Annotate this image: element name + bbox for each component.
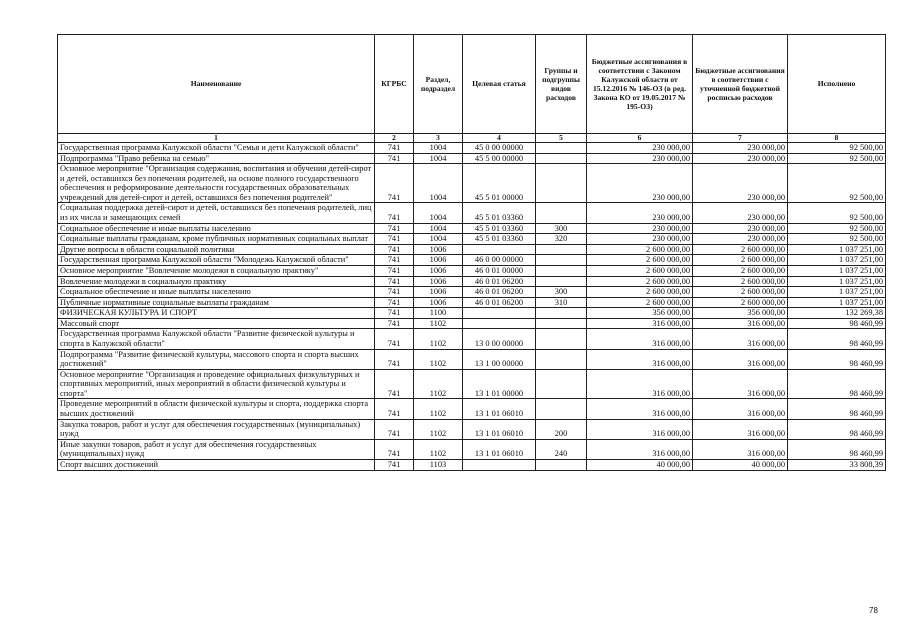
row-section: 1006 bbox=[414, 297, 463, 308]
row-budget-allocation: 356 000,00 bbox=[587, 308, 693, 319]
row-refined-allocation: 2 600 000,00 bbox=[693, 255, 788, 266]
row-name: Основное мероприятие "Вовлечение молодежи в социальную практику" bbox=[58, 265, 375, 276]
row-budget-allocation: 316 000,00 bbox=[587, 349, 693, 369]
row-section: 1102 bbox=[414, 439, 463, 459]
row-kgrbs: 741 bbox=[375, 308, 414, 319]
row-executed: 132 269,38 bbox=[788, 308, 886, 319]
row-expense-group: 240 bbox=[536, 439, 587, 459]
row-refined-allocation: 2 600 000,00 bbox=[693, 265, 788, 276]
row-kgrbs: 741 bbox=[375, 419, 414, 439]
table-row bbox=[58, 419, 886, 439]
row-name: Закупка товаров, работ и услуг для обеспечения государственных (муниципальных) нужд bbox=[58, 419, 375, 439]
column-number: 8 bbox=[788, 134, 886, 143]
row-name: Государственная программа Калужской области "Молодежь Калужской области" bbox=[58, 255, 375, 266]
table-row bbox=[58, 287, 886, 298]
row-refined-allocation: 230 000,00 bbox=[693, 223, 788, 234]
row-name: Основное мероприятие "Организация и проведение официальных физкультурных и спортивных мероприятий, иных мероприятий в области физической культуры и спорта" bbox=[58, 369, 375, 399]
row-target-article: 45 0 00 00000 bbox=[463, 143, 536, 154]
row-name: Другие вопросы в области социальной политики bbox=[58, 244, 375, 255]
header-budget: Бюджетные ассигнования в соответствии с Законом Калужской области от 15.12.2016 № 146-ОЗ (в ред. Закона КО от 19.05.2017 № 195-ОЗ) bbox=[587, 35, 693, 134]
row-kgrbs: 741 bbox=[375, 349, 414, 369]
row-kgrbs: 741 bbox=[375, 164, 414, 203]
table-row bbox=[58, 223, 886, 234]
table-row bbox=[58, 265, 886, 276]
row-target-article: 46 0 01 00000 bbox=[463, 265, 536, 276]
row-expense-group bbox=[536, 399, 587, 419]
row-name: Проведение мероприятий в области физической культуры и спорта, поддержка спорта высших достижений bbox=[58, 399, 375, 419]
row-refined-allocation: 316 000,00 bbox=[693, 439, 788, 459]
table-row bbox=[58, 439, 886, 459]
row-refined-allocation: 2 600 000,00 bbox=[693, 297, 788, 308]
row-expense-group bbox=[536, 459, 587, 470]
row-budget-allocation: 2 600 000,00 bbox=[587, 297, 693, 308]
row-executed: 33 808,39 bbox=[788, 459, 886, 470]
row-refined-allocation: 2 600 000,00 bbox=[693, 244, 788, 255]
row-expense-group bbox=[536, 153, 587, 164]
row-expense-group bbox=[536, 244, 587, 255]
row-kgrbs: 741 bbox=[375, 223, 414, 234]
row-budget-allocation: 40 000,00 bbox=[587, 459, 693, 470]
header-section: Раздел, подраздел bbox=[414, 35, 463, 134]
row-expense-group bbox=[536, 318, 587, 329]
header-row bbox=[58, 35, 886, 134]
table-row bbox=[58, 164, 886, 203]
row-refined-allocation: 230 000,00 bbox=[693, 143, 788, 154]
row-executed: 98 460,99 bbox=[788, 399, 886, 419]
row-executed: 1 037 251,00 bbox=[788, 255, 886, 266]
row-target-article: 13 1 01 06010 bbox=[463, 439, 536, 459]
row-target-article: 13 0 00 00000 bbox=[463, 329, 536, 349]
row-target-article: 45 5 01 03360 bbox=[463, 223, 536, 234]
column-number: 4 bbox=[463, 134, 536, 143]
row-expense-group bbox=[536, 349, 587, 369]
page-number: 78 bbox=[869, 606, 878, 615]
row-kgrbs: 741 bbox=[375, 276, 414, 287]
row-kgrbs: 741 bbox=[375, 234, 414, 245]
row-kgrbs: 741 bbox=[375, 143, 414, 154]
row-kgrbs: 741 bbox=[375, 329, 414, 349]
row-name: Социальное обеспечение и иные выплаты населению bbox=[58, 223, 375, 234]
row-executed: 1 037 251,00 bbox=[788, 297, 886, 308]
row-target-article: 46 0 00 00000 bbox=[463, 255, 536, 266]
row-section: 1006 bbox=[414, 265, 463, 276]
row-budget-allocation: 316 000,00 bbox=[587, 329, 693, 349]
row-executed: 92 500,00 bbox=[788, 164, 886, 203]
row-name: Социальная поддержка детей-сирот и детей, оставшихся без попечения родителей, лиц из их числа и замещающих семей bbox=[58, 203, 375, 223]
row-target-article: 45 5 01 03360 bbox=[463, 234, 536, 245]
row-name: Иные закупки товаров, работ и услуг для обеспечения государственных (муниципальных) нужд bbox=[58, 439, 375, 459]
row-refined-allocation: 230 000,00 bbox=[693, 203, 788, 223]
row-name: Подпрограмма "Развитие физической культуры, массового спорта и спорта высших достижений" bbox=[58, 349, 375, 369]
row-name: Публичные нормативные социальные выплаты гражданам bbox=[58, 297, 375, 308]
row-refined-allocation: 2 600 000,00 bbox=[693, 276, 788, 287]
row-target-article: 45 5 01 03360 bbox=[463, 203, 536, 223]
row-expense-group: 300 bbox=[536, 223, 587, 234]
row-budget-allocation: 230 000,00 bbox=[587, 203, 693, 223]
row-section: 1004 bbox=[414, 223, 463, 234]
row-target-article: 46 0 01 06200 bbox=[463, 287, 536, 298]
row-section: 1004 bbox=[414, 203, 463, 223]
column-number: 5 bbox=[536, 134, 587, 143]
row-refined-allocation: 356 000,00 bbox=[693, 308, 788, 319]
row-name: Социальные выплаты гражданам, кроме публичных нормативных социальных выплат bbox=[58, 234, 375, 245]
column-number-row bbox=[58, 134, 886, 143]
row-name: Вовлечение молодежи в социальную практику bbox=[58, 276, 375, 287]
table-row bbox=[58, 308, 886, 319]
row-section: 1103 bbox=[414, 459, 463, 470]
row-refined-allocation: 316 000,00 bbox=[693, 419, 788, 439]
row-expense-group bbox=[536, 329, 587, 349]
row-expense-group bbox=[536, 143, 587, 154]
row-expense-group bbox=[536, 276, 587, 287]
row-refined-allocation: 316 000,00 bbox=[693, 399, 788, 419]
row-refined-allocation: 2 600 000,00 bbox=[693, 287, 788, 298]
row-section: 1102 bbox=[414, 399, 463, 419]
row-section: 1006 bbox=[414, 276, 463, 287]
row-executed: 92 500,00 bbox=[788, 143, 886, 154]
row-target-article: 45 5 00 00000 bbox=[463, 153, 536, 164]
row-target-article bbox=[463, 244, 536, 255]
row-executed: 1 037 251,00 bbox=[788, 276, 886, 287]
row-executed: 98 460,99 bbox=[788, 439, 886, 459]
row-budget-allocation: 2 600 000,00 bbox=[587, 276, 693, 287]
row-kgrbs: 741 bbox=[375, 459, 414, 470]
row-name: Спорт высших достижений bbox=[58, 459, 375, 470]
row-target-article: 13 1 01 06010 bbox=[463, 419, 536, 439]
row-kgrbs: 741 bbox=[375, 318, 414, 329]
row-section: 1004 bbox=[414, 153, 463, 164]
row-name: Подпрограмма "Право ребенка на семью" bbox=[58, 153, 375, 164]
column-number: 3 bbox=[414, 134, 463, 143]
row-expense-group bbox=[536, 265, 587, 276]
row-target-article: 46 0 01 06200 bbox=[463, 276, 536, 287]
table-row bbox=[58, 318, 886, 329]
row-executed: 1 037 251,00 bbox=[788, 244, 886, 255]
header-executed: Исполнено bbox=[788, 35, 886, 134]
row-target-article bbox=[463, 459, 536, 470]
row-refined-allocation: 230 000,00 bbox=[693, 164, 788, 203]
table-row bbox=[58, 143, 886, 154]
column-number: 6 bbox=[587, 134, 693, 143]
table-row bbox=[58, 234, 886, 245]
row-target-article bbox=[463, 308, 536, 319]
table-row bbox=[58, 349, 886, 369]
row-budget-allocation: 316 000,00 bbox=[587, 318, 693, 329]
row-executed: 1 037 251,00 bbox=[788, 265, 886, 276]
row-refined-allocation: 316 000,00 bbox=[693, 318, 788, 329]
row-section: 1102 bbox=[414, 329, 463, 349]
row-budget-allocation: 230 000,00 bbox=[587, 164, 693, 203]
row-kgrbs: 741 bbox=[375, 297, 414, 308]
row-expense-group bbox=[536, 308, 587, 319]
row-budget-allocation: 2 600 000,00 bbox=[587, 255, 693, 266]
row-expense-group: 200 bbox=[536, 419, 587, 439]
row-kgrbs: 741 bbox=[375, 369, 414, 399]
row-refined-allocation: 40 000,00 bbox=[693, 459, 788, 470]
table-row bbox=[58, 399, 886, 419]
column-number: 2 bbox=[375, 134, 414, 143]
table-row bbox=[58, 276, 886, 287]
row-budget-allocation: 2 600 000,00 bbox=[587, 287, 693, 298]
row-executed: 98 460,99 bbox=[788, 349, 886, 369]
table-row bbox=[58, 153, 886, 164]
row-name: Массовый спорт bbox=[58, 318, 375, 329]
row-name: Государственная программа Калужской области "Развитие физической культуры и спорта в Калужской области" bbox=[58, 329, 375, 349]
row-section: 1006 bbox=[414, 255, 463, 266]
row-kgrbs: 741 bbox=[375, 287, 414, 298]
row-expense-group: 310 bbox=[536, 297, 587, 308]
row-section: 1100 bbox=[414, 308, 463, 319]
row-refined-allocation: 230 000,00 bbox=[693, 234, 788, 245]
table-row bbox=[58, 297, 886, 308]
row-executed: 92 500,00 bbox=[788, 153, 886, 164]
row-target-article: 13 1 01 06010 bbox=[463, 399, 536, 419]
row-expense-group bbox=[536, 255, 587, 266]
row-budget-allocation: 316 000,00 bbox=[587, 369, 693, 399]
row-kgrbs: 741 bbox=[375, 203, 414, 223]
header-name: Наименование bbox=[58, 35, 375, 134]
row-expense-group bbox=[536, 369, 587, 399]
row-section: 1102 bbox=[414, 419, 463, 439]
row-executed: 98 460,99 bbox=[788, 419, 886, 439]
row-refined-allocation: 316 000,00 bbox=[693, 329, 788, 349]
row-budget-allocation: 230 000,00 bbox=[587, 143, 693, 154]
row-expense-group bbox=[536, 164, 587, 203]
row-target-article: 46 0 01 06200 bbox=[463, 297, 536, 308]
row-expense-group: 300 bbox=[536, 287, 587, 298]
row-kgrbs: 741 bbox=[375, 255, 414, 266]
row-section: 1004 bbox=[414, 164, 463, 203]
row-budget-allocation: 230 000,00 bbox=[587, 153, 693, 164]
table-row bbox=[58, 244, 886, 255]
row-kgrbs: 741 bbox=[375, 439, 414, 459]
column-number: 7 bbox=[693, 134, 788, 143]
row-target-article: 13 1 00 00000 bbox=[463, 349, 536, 369]
row-executed: 92 500,00 bbox=[788, 203, 886, 223]
row-section: 1102 bbox=[414, 369, 463, 399]
row-refined-allocation: 316 000,00 bbox=[693, 349, 788, 369]
row-kgrbs: 741 bbox=[375, 399, 414, 419]
row-name: ФИЗИЧЕСКАЯ КУЛЬТУРА И СПОРТ bbox=[58, 308, 375, 319]
row-budget-allocation: 316 000,00 bbox=[587, 419, 693, 439]
row-name: Государственная программа Калужской области "Семья и дети Калужской области" bbox=[58, 143, 375, 154]
row-executed: 92 500,00 bbox=[788, 234, 886, 245]
row-refined-allocation: 316 000,00 bbox=[693, 369, 788, 399]
row-budget-allocation: 2 600 000,00 bbox=[587, 244, 693, 255]
table-row bbox=[58, 329, 886, 349]
row-target-article bbox=[463, 318, 536, 329]
row-section: 1102 bbox=[414, 318, 463, 329]
row-executed: 1 037 251,00 bbox=[788, 287, 886, 298]
table-row bbox=[58, 459, 886, 470]
table-row bbox=[58, 369, 886, 399]
row-target-article: 45 5 01 00000 bbox=[463, 164, 536, 203]
row-executed: 98 460,99 bbox=[788, 369, 886, 399]
row-kgrbs: 741 bbox=[375, 244, 414, 255]
row-section: 1006 bbox=[414, 287, 463, 298]
row-refined-allocation: 230 000,00 bbox=[693, 153, 788, 164]
row-budget-allocation: 230 000,00 bbox=[587, 223, 693, 234]
row-name: Основное мероприятие "Организация содержания, воспитания и обучения детей-сирот и детей, оставшихся без попечения родителей, на основе полного государственного обеспечения и реформирование деятельности государственных образовательных учреждений для детей-сирот и детей, оставшихся без попечения родителей" bbox=[58, 164, 375, 203]
table-row bbox=[58, 255, 886, 266]
budget-execution-table bbox=[57, 34, 886, 471]
row-executed: 98 460,99 bbox=[788, 329, 886, 349]
row-name: Социальное обеспечение и иные выплаты населению bbox=[58, 287, 375, 298]
row-budget-allocation: 2 600 000,00 bbox=[587, 265, 693, 276]
row-budget-allocation: 230 000,00 bbox=[587, 234, 693, 245]
table-row bbox=[58, 203, 886, 223]
header-target: Целевая статья bbox=[463, 35, 536, 134]
row-section: 1102 bbox=[414, 349, 463, 369]
row-expense-group: 320 bbox=[536, 234, 587, 245]
header-refined: Бюджетные ассигнования в соответствии с уточненной бюджетной росписью расходов bbox=[693, 35, 788, 134]
row-kgrbs: 741 bbox=[375, 265, 414, 276]
row-expense-group bbox=[536, 203, 587, 223]
row-section: 1004 bbox=[414, 234, 463, 245]
header-kgrbs: КГРБС bbox=[375, 35, 414, 134]
column-number: 1 bbox=[58, 134, 375, 143]
row-kgrbs: 741 bbox=[375, 153, 414, 164]
row-target-article: 13 1 01 00000 bbox=[463, 369, 536, 399]
header-group: Группы и подгруппы видов расходов bbox=[536, 35, 587, 134]
row-section: 1004 bbox=[414, 143, 463, 154]
row-budget-allocation: 316 000,00 bbox=[587, 399, 693, 419]
row-budget-allocation: 316 000,00 bbox=[587, 439, 693, 459]
row-executed: 92 500,00 bbox=[788, 223, 886, 234]
row-executed: 98 460,99 bbox=[788, 318, 886, 329]
row-section: 1006 bbox=[414, 244, 463, 255]
